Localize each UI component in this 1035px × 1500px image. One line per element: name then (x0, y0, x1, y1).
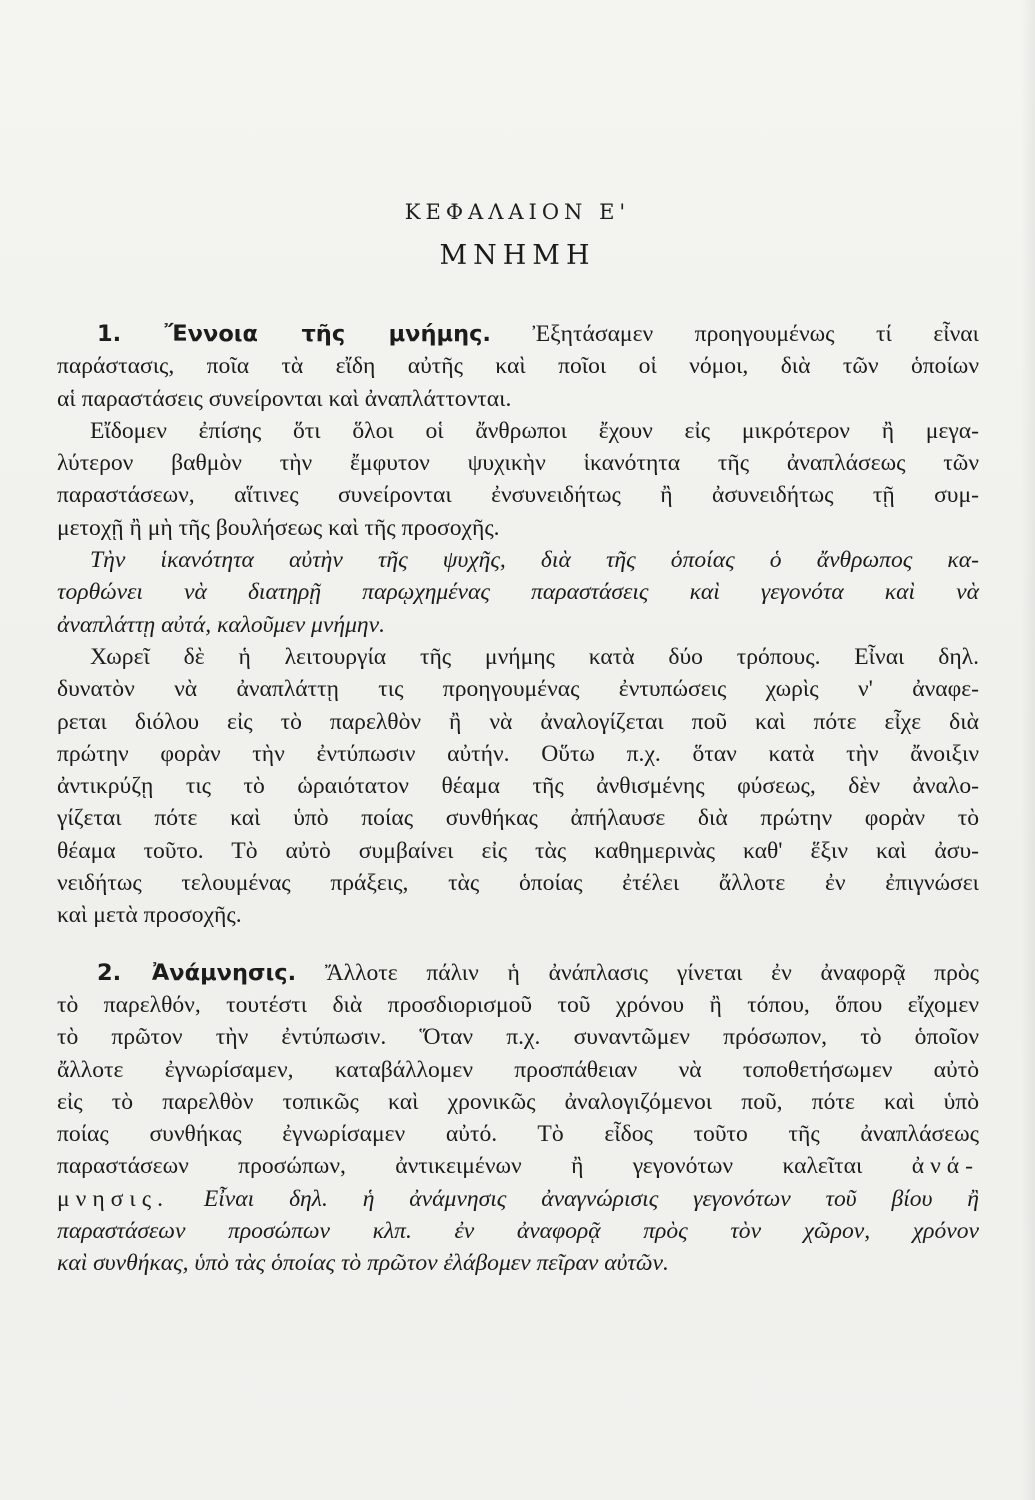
text-line: τὸ παρελθόν, τουτέστι διὰ προσδιορισμοῦ τοῦ χρόνου ἢ τόπου, ὅπου εἴχομεν (57, 991, 979, 1018)
text-line: Τὴν ἱκανότητα αὐτὴν τῆς ψυχῆς, διὰ τῆς ὁποίας ὁ ἄνθρωπος κα- (90, 547, 979, 574)
page-edge-shadow (1021, 0, 1035, 1500)
text-line: λύτερον βαθμὸν τὴν ἔμφυτον ψυχικὴν ἱκανότητα τῆς ἀναπλάσεως τῶν (57, 450, 979, 477)
text-line: εἰς τὸ παρελθὸν τοπικῶς καὶ χρονικῶς ἀναλογιζόμενοι ποῦ, πότε καὶ ὑπὸ (57, 1088, 979, 1115)
text-line: αἱ παραστάσεις συνείρονται καὶ ἀναπλάττονται. (57, 385, 512, 412)
text-line: ρεται διόλου εἰς τὸ παρελθὸν ἢ νὰ ἀναλογίζεται ποῦ καὶ πότε εἶχε διὰ (57, 708, 979, 735)
text-line: γίζεται πότε καὶ ὑπὸ ποίας συνθήκας ἀπήλαυσε διὰ πρώτην φορὰν τὸ (57, 805, 979, 832)
text-line (57, 1183, 979, 1215)
text-line: καὶ συνθήκας, ὑπὸ τὰς ὁποίας τὸ πρῶτον ἐλάβομεν πεῖραν αὐτῶν. (57, 1250, 669, 1277)
text-run: Ἐξητάσαμεν προηγουμένως τί εἶναι (532, 321, 979, 347)
spaced-term: ἀνά- (911, 1153, 979, 1180)
text-line (57, 318, 979, 350)
text-line: τορθώνει νὰ διατηρῇ παρῳχημένας παραστάσεις καὶ γεγονότα καὶ νὰ (57, 579, 979, 606)
text-line: νειδήτως τελουμένας πράξεις, τὰς ὁποίας ἐτέλει ἄλλοτε ἐν ἐπιγνώσει (57, 870, 979, 897)
text-line: μετοχῇ ἢ μὴ τῆς βουλήσεως καὶ τῆς προσοχῆς. (57, 514, 500, 541)
text-line: ποίας συνθήκας ἐγνωρίσαμεν αὐτό. Τὸ εἶδος τοῦτο τῆς ἀναπλάσεως (57, 1121, 979, 1148)
text-run: Εἶναι δηλ. ἡ ἀνάμνησις ἀναγνώρισις γεγονότων τοῦ βίου ἢ (203, 1185, 979, 1212)
text-line: παραστάσεων προσώπων κλπ. ἐν ἀναφορᾷ πρὸς τὸν χῶρον, χρόνον (57, 1218, 979, 1245)
text-line: δυνατὸν νὰ ἀναπλάττῃ τις προηγουμένας ἐντυπώσεις χωρὶς ν' ἀναφε- (57, 676, 979, 703)
text-line: Εἴδομεν ἐπίσης ὅτι ὅλοι οἱ ἄνθρωποι ἔχουν εἰς μικρότερον ἢ μεγα- (90, 417, 979, 444)
body-text (57, 318, 979, 1280)
section-gap (57, 932, 979, 957)
text-line: πρώτην φορὰν τὴν ἐντύπωσιν αὐτήν. Οὕτω π.χ. ὅταν κατὰ τὴν ἄνοιξιν (57, 740, 979, 767)
text-line (57, 957, 979, 989)
text-line: Χωρεῖ δὲ ἡ λειτουργία τῆς μνήμης κατὰ δύο τρόπους. Εἶναι δηλ. (90, 643, 979, 670)
text-line: τὸ πρῶτον τὴν ἐντύπωσιν. Ὅταν π.χ. συναντῶμεν πρόσωπον, τὸ ὁποῖον (57, 1024, 979, 1051)
chapter-title: ΜΝΗΜΗ (439, 240, 596, 271)
text-line: ἀντικρύζῃ τις τὸ ὡραιότατον θέαμα τῆς ἀνθισμένης φύσεως, δὲν ἀναλο- (57, 773, 979, 800)
spaced-term: μνησις. (57, 1185, 169, 1212)
text-line: παραστάσεων, αἵτινες συνείρονται ἐνσυνειδήτως ἢ ἀσυνειδήτως τῇ συμ- (57, 482, 979, 509)
section-2-heading: 2. Ἀνάμνησις. (97, 959, 297, 986)
text-line: καὶ μετὰ προσοχῆς. (57, 902, 242, 929)
text-line: θέαμα τοῦτο. Τὸ αὐτὸ συμβαίνει εἰς τὰς καθημερινὰς καθ' ἕξιν καὶ ἀσυ- (57, 837, 979, 864)
text-line (57, 1150, 979, 1182)
text-run: Ἄλλοτε πάλιν ἡ ἀνάπλασις γίνεται ἐν ἀναφορᾷ πρὸς (324, 959, 979, 986)
section-1-heading: 1. Ἔννοια τῆς μνήμης. (97, 321, 491, 347)
text-line: ἀναπλάττῃ αὐτά, καλοῦμεν μνήμην. (57, 611, 385, 638)
text-line: παράστασις, ποῖα τὰ εἴδη αὐτῆς καὶ ποῖοι οἱ νόμοι, διὰ τῶν ὁποίων (57, 353, 979, 380)
chapter-label: ΚΕΦΑΛΑΙΟΝ Ε' (404, 200, 631, 224)
text-run: παραστάσεων προσώπων, ἀντικειμένων ἢ γεγονότων καλεῖται (57, 1153, 863, 1180)
text-line: ἄλλοτε ἐγνωρίσαμεν, καταβάλλομεν προσπάθειαν νὰ τοποθετήσωμεν αὐτὸ (57, 1056, 979, 1083)
